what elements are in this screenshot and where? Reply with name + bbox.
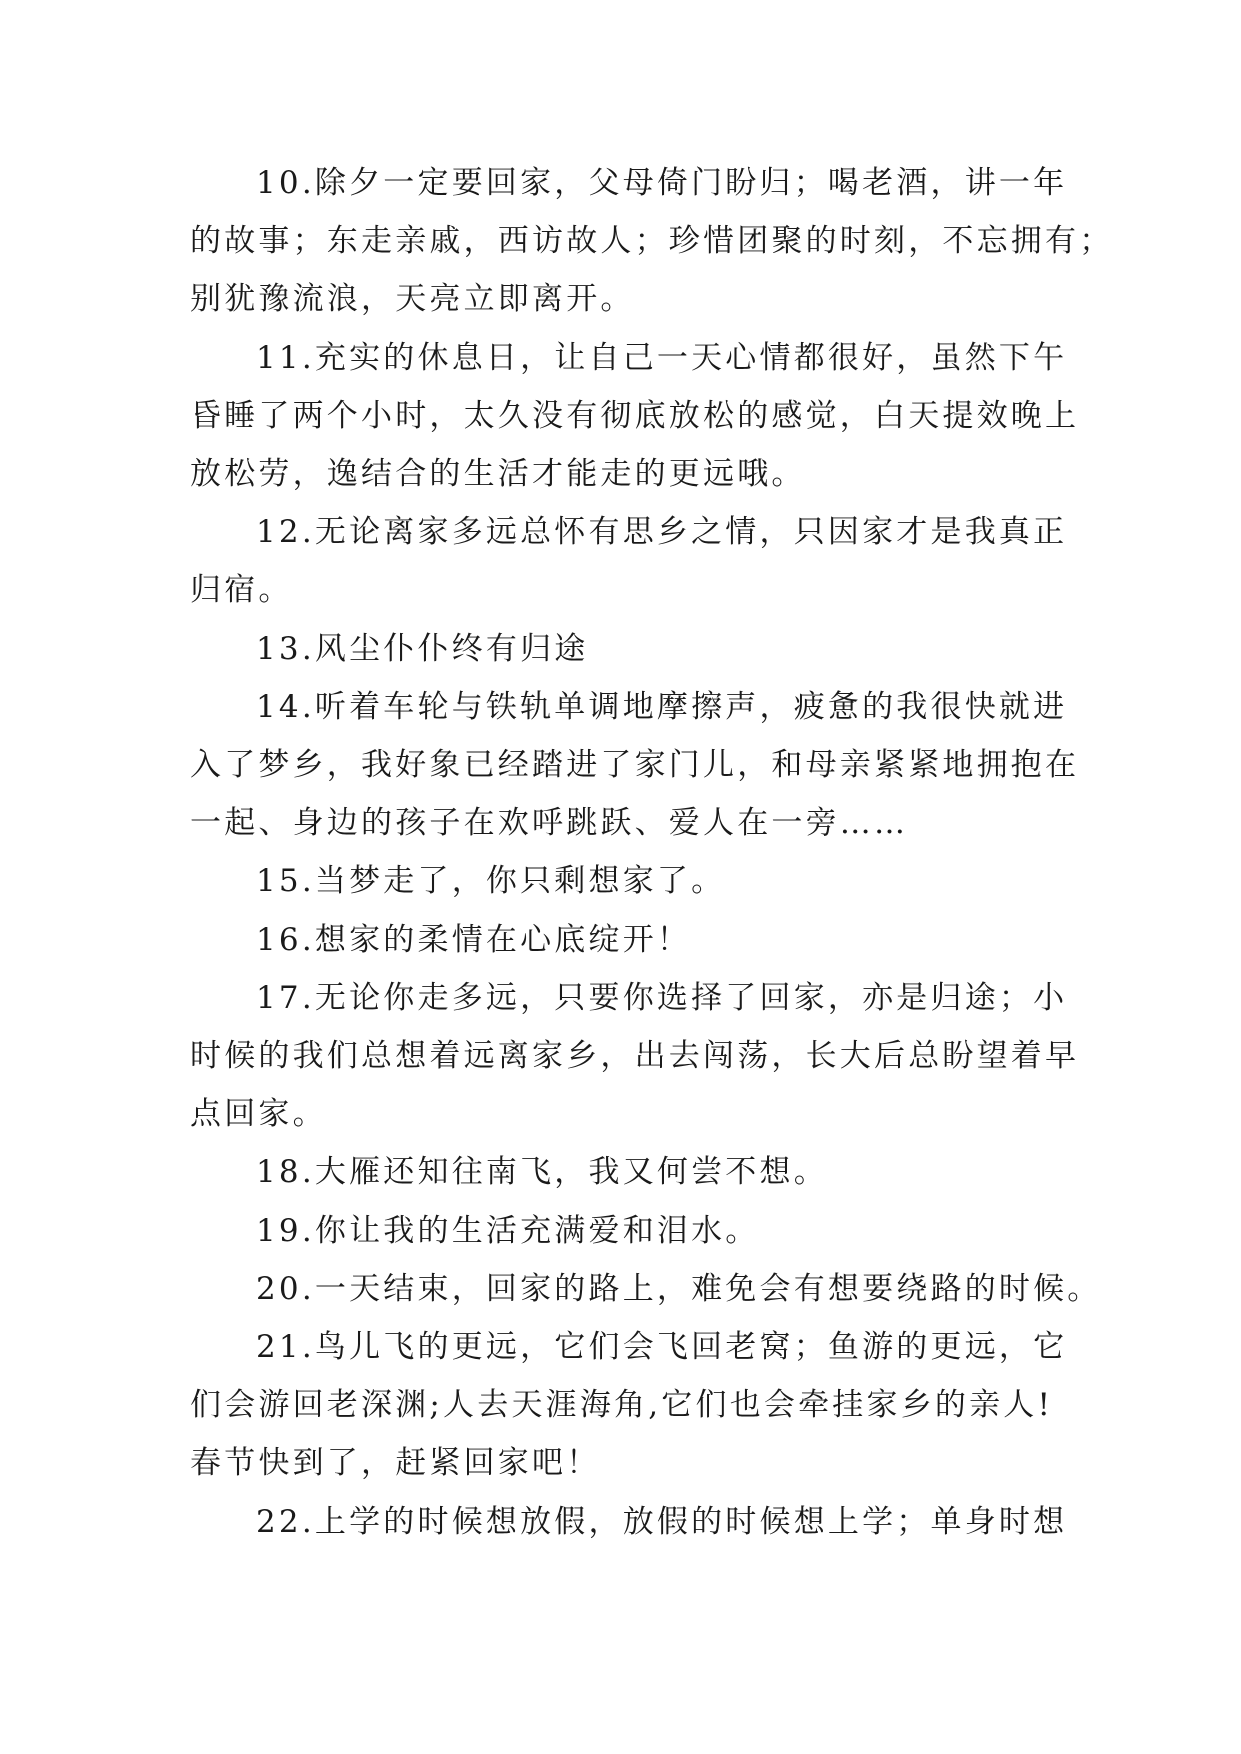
paragraph-21 <box>190 1318 1068 1493</box>
text-line: 16.想家的柔情在心底绽开！ <box>256 921 692 958</box>
paragraph-19 <box>190 1202 1060 1260</box>
text-line: 的故事；东走亲戚，西访故人；珍惜团聚的时刻，不忘拥有； <box>190 223 1114 260</box>
paragraph-17 <box>190 969 1080 1144</box>
text-line: 归宿。 <box>190 572 293 609</box>
text-line: 17.无论你走多远，只要你选择了回家，亦是归途；小 <box>256 979 1068 1016</box>
text-line: 14.听着车轮与铁轨单调地摩擦声，疲惫的我很快就进 <box>256 688 1068 725</box>
paragraph-16 <box>190 911 1060 969</box>
text-line: 时候的我们总想着远离家乡，出去闯荡，长大后总盼望着早 <box>190 1038 1080 1075</box>
text-line: 18.大雁还知往南飞，我又何尝不想。 <box>256 1154 828 1191</box>
document-body <box>190 154 1114 1551</box>
paragraph-13 <box>190 620 1060 678</box>
paragraph-12 <box>190 503 1068 619</box>
text-line: 们会游回老深渊;人去天涯海角,它们也会牵挂家乡的亲人! <box>190 1387 1054 1424</box>
text-line: 放松劳，逸结合的生活才能走的更远哦。 <box>190 456 806 493</box>
text-line: 12.无论离家多远总怀有思乡之情，只因家才是我真正 <box>256 514 1068 551</box>
paragraph-11 <box>190 329 1080 504</box>
paragraph-18 <box>190 1143 1060 1201</box>
text-line: 19.你让我的生活充满爱和泪水。 <box>256 1212 760 1249</box>
paragraph-22 <box>190 1493 1068 1551</box>
text-line: 春节快到了，赶紧回家吧！ <box>190 1445 601 1482</box>
paragraph-10 <box>190 154 1114 329</box>
text-line: 10.除夕一定要回家，父母倚门盼归；喝老酒，讲一年 <box>256 165 1068 201</box>
paragraph-20 <box>190 1260 1102 1318</box>
text-line: 13.风尘仆仆终有归途 <box>256 630 589 667</box>
text-line: 昏睡了两个小时，太久没有彻底放松的感觉，白天提效晚上 <box>190 397 1080 434</box>
text-line: 11.充实的休息日，让自己一天心情都很好，虽然下午 <box>256 339 1068 376</box>
paragraph-15 <box>190 852 1060 910</box>
text-line: 22.上学的时候想放假，放假的时候想上学；单身时想 <box>256 1503 1068 1540</box>
text-line: 入了梦乡，我好象已经踏进了家门儿，和母亲紧紧地拥抱在 <box>190 747 1080 784</box>
text-line: 一起、身边的孩子在欢呼跳跃、爱人在一旁…… <box>190 805 909 842</box>
text-line: 21.鸟儿飞的更远，它们会飞回老窝；鱼游的更远，它 <box>256 1329 1068 1366</box>
text-line: 15.当梦走了，你只剩想家了。 <box>256 863 726 900</box>
text-line: 点回家。 <box>190 1096 327 1133</box>
paragraph-14 <box>190 678 1080 853</box>
text-line: 20.一天结束，回家的路上，难免会有想要绕路的时候。 <box>256 1270 1102 1307</box>
text-line: 别犹豫流浪，天亮立即离开。 <box>190 281 635 318</box>
